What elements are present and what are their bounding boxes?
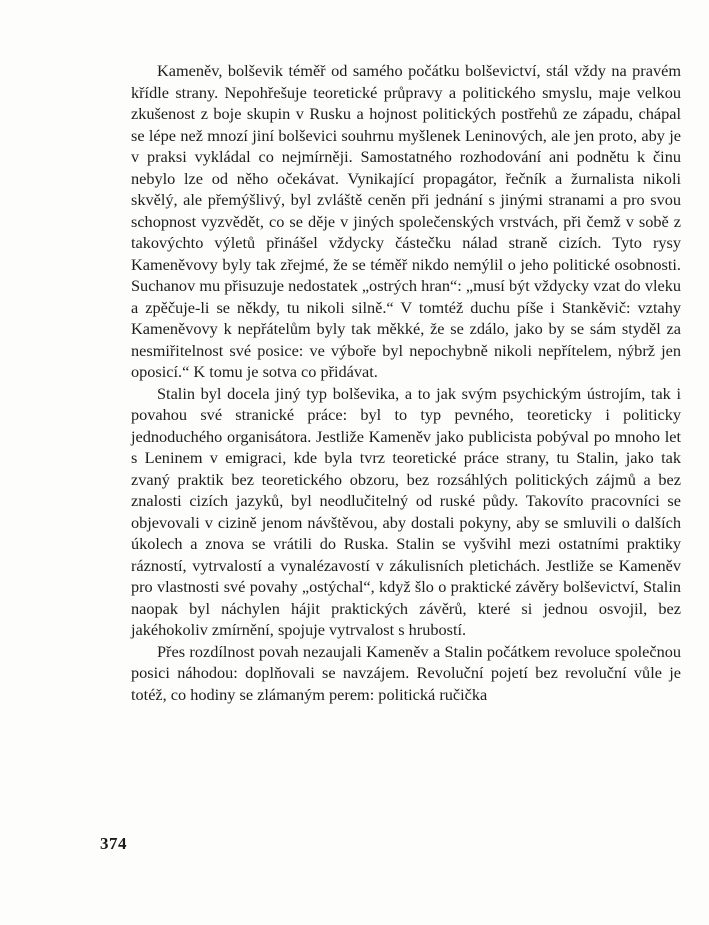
page-number: 374	[100, 834, 127, 853]
paragraph-1: Kameněv, bolševik téměř od samého počátku bolševictví, stál vždy na pravém křídle strany. Nepohřešuje teoretické průpravy a politického smyslu, maje velkou zkušenost z boje skupin v Rusku a hojnost politických postřehů ze západu, chápal se lépe než mnozí jiní bolševici souhrnu myšlenek Leninových, ale jen proto, aby je v praksi vykládal co nejmírněji. Samostatného rozhodování ani podnětu k činu nebylo lze od něho očekávat. Vynikající propagátor, řečník a žurnalista nikoli skvělý, ale přemýšlivý, byl zvláště ceněn při jednání s jinými stranami a pro svou schopnost vyzvědět, co se děje v jiných společenských vrstvách, při čemž v sobě z takovýchto výletů přinášel vždycky částečku nálad straně cizích. Tyto rysy Kameněvovy byly tak zřejmé, že se téměř nikdo nemýlil o jeho politické osobnosti. Suchanov mu přisuzuje nedostatek „ostrých hran“: „musí být vždycky vzat do vleku a zpěčuje-li se někdy, tu nikoli silně.“ V tomtéž duchu píše i Stankěvič: vztahy Kameněvovy k nepřátelům byly tak měkké, že se zdálo, jako by se sám styděl za nesmiřitelnost své posice: ve výboře byl nepochybně nikoli nepřítelem, nýbrž jen oposicí.“ K tomu je sotva co přidávat.	[131, 61, 681, 381]
paragraph-3: Přes rozdílnost povah nezaujali Kameněv a Stalin počátkem revoluce společnou posici náhodou: doplňovali se navzájem. Revoluční pojetí bez revoluční vůle je totéž, co hodiny se zlámaným perem: politická ručička	[131, 641, 681, 704]
body-text	[131, 60, 681, 705]
paragraph-2: Stalin byl docela jiný typ bolševika, a to jak svým psychickým ústrojím, tak i povahou své stranické práce: byl to typ pevného, teoreticky i politicky jednoduchého organisátora. Jestliže Kameněv jako publicista pobýval po mnoho let s Leninem v emigraci, kde byla tvrz teoretické práce strany, tu Stalin, jako tak zvaný praktik bez teoretického obzoru, bez rozsáhlých politických zájmů a bez znalosti cizích jazyků, byl neodlučitelný od ruské půdy. Takovíto pracovníci se objevovali v cizině jenom návštěvou, aby dostali pokyny, aby se smluvili o dalších úkolech a znova se vrátili do Ruska. Stalin se vyšvihl mezi ostatními praktiky rázností, vytrvalostí a vynalézavostí v zákulisních pletichách. Jestliže se Kameněv pro vlastnosti své povahy „ostýchal“, když šlo o praktické závěry bolševictví, Stalin naopak byl náchylen hájit praktických závěrů, které si jednou osvojil, bez jakéhokoliv zmírnění, spojuje vytrvalost s hrubostí.	[131, 383, 681, 639]
